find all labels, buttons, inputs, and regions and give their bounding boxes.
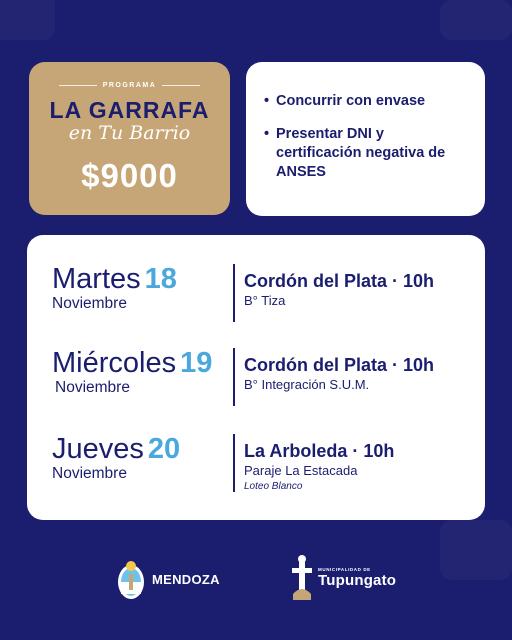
tupungato-label: Tupungato bbox=[318, 572, 397, 589]
location: B° Integración S.U.M. bbox=[244, 377, 370, 392]
program-label-row bbox=[29, 82, 230, 89]
background-panel bbox=[440, 520, 512, 580]
promo-title: LA GARRAFA bbox=[49, 97, 210, 123]
schedule-info bbox=[244, 354, 475, 394]
promo-subtitle: en Tu Barrio bbox=[68, 122, 191, 144]
schedule-card bbox=[27, 235, 485, 520]
mendoza-logo bbox=[116, 556, 220, 602]
requirements-card bbox=[246, 62, 485, 216]
location: Paraje La Estacada bbox=[244, 463, 358, 478]
requirement-item bbox=[264, 125, 471, 182]
location-note: Loteo Blanco bbox=[244, 481, 303, 492]
schedule-date bbox=[52, 262, 247, 312]
requirement-text: Presentar DNI y certificación negativa de ANSES bbox=[276, 126, 446, 180]
month: Noviembre bbox=[52, 465, 127, 482]
program-label: PROGRAMA bbox=[102, 82, 157, 89]
schedule-date bbox=[52, 346, 247, 396]
schedule-date bbox=[52, 432, 247, 482]
divider bbox=[233, 348, 235, 406]
requirement-item bbox=[264, 92, 471, 111]
place-time: Cordón del Plata · 10h bbox=[244, 355, 435, 375]
divider-line bbox=[59, 85, 97, 86]
place-time: La Arboleda · 10h bbox=[244, 441, 395, 461]
weekday: Jueves bbox=[52, 433, 144, 465]
divider-line bbox=[162, 85, 200, 86]
requirement-text: Concurrir con envase bbox=[276, 93, 426, 109]
day-number: 18 bbox=[144, 263, 177, 295]
weekday: Miércoles bbox=[52, 347, 177, 379]
mendoza-shield-icon bbox=[116, 556, 146, 602]
schedule-row bbox=[27, 346, 485, 408]
schedule-row bbox=[27, 432, 485, 494]
bullet-icon: • bbox=[264, 126, 270, 142]
tupungato-logo bbox=[290, 554, 396, 602]
background-panel bbox=[0, 0, 55, 40]
bullet-icon: • bbox=[264, 93, 270, 109]
schedule-info bbox=[244, 270, 475, 310]
location: B° Tiza bbox=[244, 293, 286, 308]
day-number: 20 bbox=[147, 433, 181, 465]
divider bbox=[233, 434, 235, 492]
month: Noviembre bbox=[55, 379, 130, 396]
tupungato-small-label: MUNICIPALIDAD DE bbox=[318, 567, 371, 572]
background-panel bbox=[440, 0, 512, 40]
mendoza-label: MENDOZA bbox=[152, 571, 220, 587]
divider bbox=[233, 264, 235, 322]
place-time: Cordón del Plata · 10h bbox=[244, 271, 435, 291]
promo-price: $9000 bbox=[81, 157, 178, 194]
schedule-info bbox=[244, 440, 475, 494]
promo-card bbox=[29, 62, 230, 215]
month: Noviembre bbox=[52, 295, 127, 312]
tupungato-icon bbox=[290, 554, 314, 602]
day-number: 19 bbox=[180, 347, 213, 379]
weekday: Martes bbox=[52, 263, 141, 295]
schedule-row bbox=[27, 262, 485, 324]
